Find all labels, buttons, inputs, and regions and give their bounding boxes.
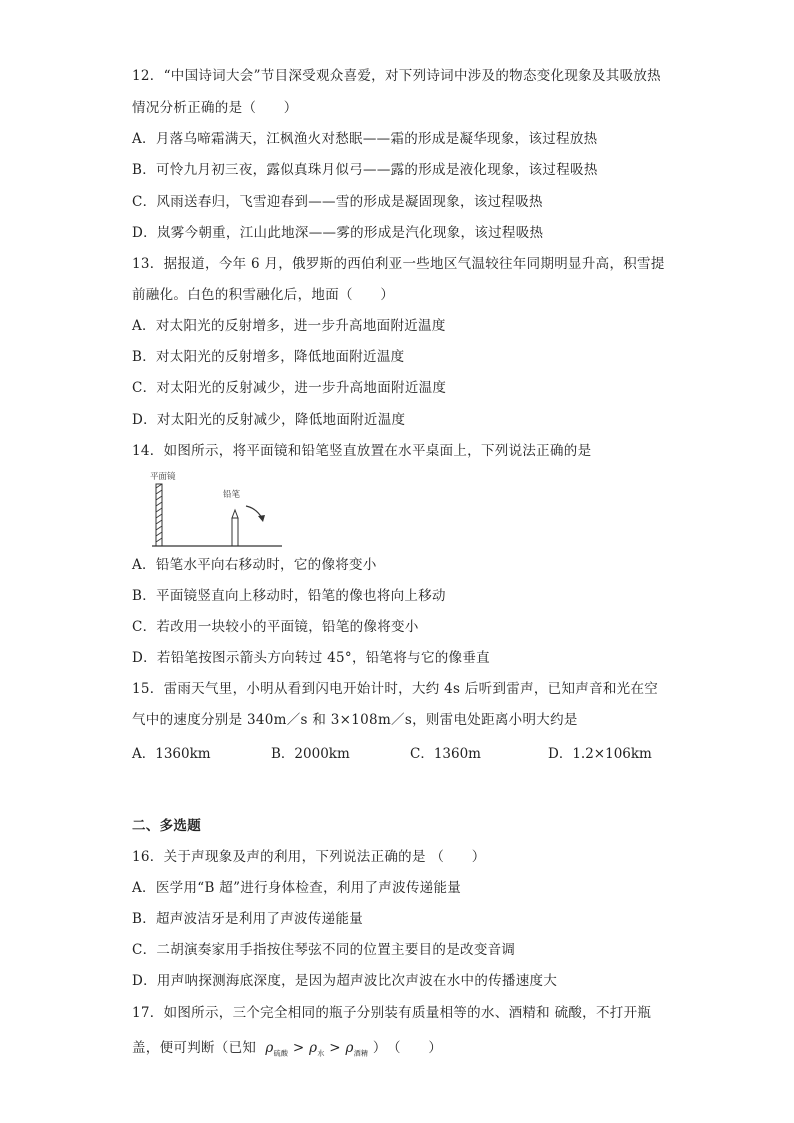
rotation-arrow-icon: [246, 506, 265, 522]
q13-option-c: C．对太阳光的反射减少，进一步升高地面附近温度: [132, 380, 447, 396]
q12-option-a: A．月落乌啼霜满天，江枫渔火对愁眠——霜的形成是凝华现象，该过程放热: [132, 131, 598, 147]
q13-stem-line2: 前融化。白色的积雪融化后，地面（ ）: [132, 287, 395, 303]
rho-symbol-3: ρ: [345, 1040, 354, 1056]
q15-option-c: C．1360m: [410, 746, 481, 762]
q17-line2-suffix: ） （ ）: [372, 1040, 443, 1056]
q14-option-b: B．平面镜竖直向上移动时，铅笔的像也将向上移动: [132, 588, 446, 604]
mirror-pencil-figure: [132, 470, 292, 550]
q12-option-d: D．岚雾今朝重，江山此地深——雾的形成是汽化现象，该过程吸热: [132, 225, 544, 241]
figure-mirror-label: 平面镜: [150, 472, 176, 482]
q15-stem-line1: 15．雷雨天气里，小明从看到闪电开始计时，大约 4s 后听到雷声，已知声音和光在空: [132, 681, 659, 697]
q15-choices: [132, 742, 692, 762]
section-title: 二、多选题: [132, 818, 201, 834]
q16-stem-line1: 16．关于声现象及声的利用，下列说法正确的是 （ ）: [132, 849, 486, 865]
q17-stem-line2: [132, 1038, 442, 1064]
rho-symbol-1: ρ: [265, 1040, 274, 1056]
q13-option-d: D．对太阳光的反射减少，降低地面附近温度: [132, 412, 406, 428]
q16-option-d: D．用声呐探测海底深度，是因为超声波比次声波在水中的传播速度大: [132, 973, 558, 989]
q15-stem-line2: 气中的速度分别是 340m／s 和 3×108m／s，则雷电处距离小明大约是: [132, 712, 578, 728]
q17-stem-line1: 17．如图所示，三个完全相同的瓶子分别装有质量相等的水、酒精和 硫酸，不打开瓶: [132, 1005, 652, 1021]
q16-option-a: A．医学用“B 超”进行身体检查，利用了声波传递能量: [132, 880, 462, 896]
density-inequality: [261, 1040, 373, 1056]
gt-symbol-1: >: [292, 1040, 305, 1056]
q15-option-a: A．1360km: [132, 746, 211, 762]
rho-subscript-alcohol: 酒精: [353, 1049, 369, 1058]
q15-option-b: B．2000km: [271, 746, 350, 762]
figure-pencil-label: 铅笔: [223, 490, 241, 500]
gt-symbol-2: >: [329, 1040, 341, 1056]
q14-option-d: D．若铅笔按图示箭头方向转过 45°，铅笔将与它的像垂直: [132, 650, 490, 666]
rho-subscript-water: 水: [317, 1049, 325, 1058]
q14-option-c: C．若改用一块较小的平面镜，铅笔的像将变小: [132, 619, 419, 635]
q12-stem-line2: 情况分析正确的是（ ）: [132, 100, 298, 116]
rho-subscript-sulfuric-acid: 硫酸: [273, 1049, 289, 1058]
pencil-shape: [232, 510, 238, 546]
q13-option-b: B．对太阳光的反射增多，降低地面附近温度: [132, 349, 405, 365]
q13-stem-line1: 13．据报道，今年 6 月，俄罗斯的西伯利亚一些地区气温较往年同期明显升高，积雪提: [132, 256, 665, 272]
q13-option-a: A．对太阳光的反射增多，进一步升高地面附近温度: [132, 318, 446, 334]
q15-option-d: D．1.2×106km: [548, 746, 652, 762]
q16-option-b: B．超声波洁牙是利用了声波传递能量: [132, 911, 364, 927]
q12-option-b: B．可怜九月初三夜，露似真珠月似弓——露的形成是液化现象，该过程吸热: [132, 162, 598, 178]
mirror-shape: [156, 484, 162, 546]
rho-symbol-2: ρ: [309, 1040, 318, 1056]
q14-option-a: A．铅笔水平向右移动时，它的像将变小: [132, 557, 377, 573]
q16-option-c: C．二胡演奏家用手指按住琴弦不同的位置主要目的是改变音调: [132, 942, 516, 958]
q14-stem-line1: 14．如图所示，将平面镜和铅笔竖直放置在水平桌面上，下列说法正确的是: [132, 443, 592, 459]
q12-stem-line1: 12．“中国诗词大会”节目深受观众喜爱，对下列诗词中涉及的物态变化现象及其吸放热: [132, 68, 661, 84]
q17-line2-prefix: 盖，便可判断（已知: [132, 1040, 257, 1056]
q12-option-c: C．风雨送春归，飞雪迎春到——雪的形成是凝固现象，该过程吸热: [132, 194, 543, 210]
